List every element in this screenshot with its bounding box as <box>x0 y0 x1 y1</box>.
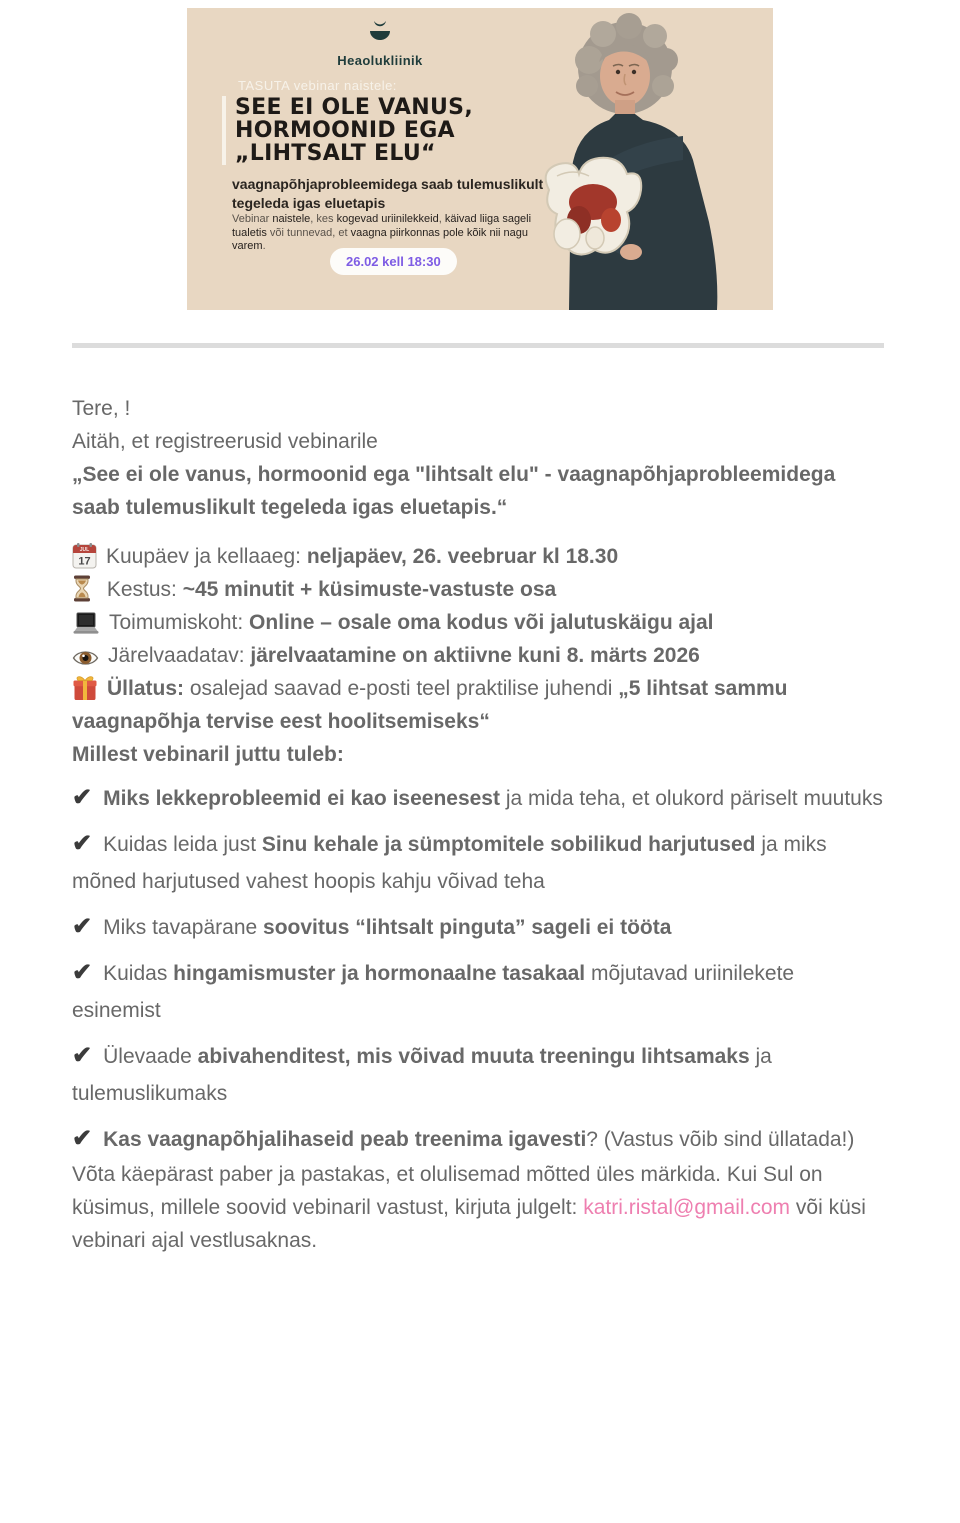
agenda-item <box>72 954 888 1029</box>
agenda-list <box>72 779 888 1158</box>
gift-icon <box>72 674 98 701</box>
hourglass-icon <box>72 575 92 602</box>
agenda-item <box>72 1037 888 1112</box>
agenda-item <box>72 825 888 900</box>
agenda-item-text: Miks tavapärane soovitus “lihtsalt pinguta” sageli ei tööta <box>103 916 672 939</box>
agenda-heading: Millest vebinaril juttu tuleb: <box>72 743 344 766</box>
webinar-title-quote: „See ei ole vanus, hormoonid ega "lihtsalt elu" - vaagnapõhjaprobleemidega saab tulemuslikult tegeleda igas eluetapis.“ <box>72 463 836 519</box>
detail-replay <box>72 639 888 672</box>
calendar-icon <box>72 542 97 569</box>
headline-line-2: HORMOONID EGA <box>235 118 455 143</box>
agenda-item-text: Miks lekkeprobleemid ei kao iseenesest ja mida teha, et olukord päriselt muutuks <box>103 787 883 810</box>
detail-date-time <box>72 540 888 573</box>
agenda-item-text: Ülevaade abivahenditest, mis võivad muuta treeningu lihtsamaks ja tulemuslikumaks <box>72 1045 772 1105</box>
agenda-item <box>72 779 888 817</box>
detail-text: Toimumiskoht: Online – osale oma kodus või jalutuskäigu ajal <box>109 611 714 634</box>
agenda-item-text: Kas vaagnapõhjalihaseid peab treenima igavesti? (Vastus võib sind üllatada!) <box>103 1128 855 1151</box>
detail-text: Üllatus: osalejad saavad e-posti teel praktilise juhendi „5 lihtsat sammu vaagnapõhja tervise eest hoolitsemiseks“ <box>72 677 788 733</box>
headline-line-3: „LIHTSALT ELU“ <box>235 141 436 166</box>
closing-paragraph: Võta käepärast paber ja pastakas, et olulisemad mõtted üles märkida. Kui Sul on küsimus, millele soovid vebinaril vastust, kirjuta julgelt: katri.ristal@gmail.com või küsi vebinari ajal vestlusaknas. <box>72 1163 866 1252</box>
agenda-item <box>72 1120 888 1158</box>
detail-location <box>72 606 888 639</box>
greeting: Tere, ! <box>72 397 131 420</box>
svg-text:17: 17 <box>78 555 91 568</box>
check-icon: ✔ <box>72 830 93 857</box>
svg-text:JUL: JUL <box>79 547 90 553</box>
headline-accent-bar <box>222 96 226 165</box>
banner-subheadline: vaagnapõhjaprobleemidega saab tulemuslikult tegeleda igas eluetapis <box>232 176 544 211</box>
detail-duration <box>72 573 888 606</box>
detail-text: Kuupäev ja kellaaeg: neljapäev, 26. veebruar kl 18.30 <box>106 545 619 568</box>
intro-text: Aitäh, et registreerusid vebinarile <box>72 430 378 453</box>
banner-eyebrow: TASUTA vebinar naistele: <box>238 78 397 93</box>
logo-text: Heaolukliinik <box>337 53 423 68</box>
email-message <box>0 8 960 1301</box>
banner-description: Vebinar naistele, kes kogevad uriinilekkeid, käivad liiga sageli tualetis või tunnevad, et vaagna piirkonnas pole kõik nii nagu varem. <box>232 213 532 252</box>
logo <box>315 20 445 68</box>
agenda-item-text: Kuidas hingamismuster ja hormonaalne tasakaal mõjutavad uriinilekete esinemist <box>72 962 795 1022</box>
agenda-item <box>72 908 888 946</box>
check-icon: ✔ <box>72 1125 93 1152</box>
intro-paragraph <box>72 425 888 524</box>
webinar-banner <box>187 8 773 310</box>
detail-text: Järelvaadatav: järelvaatamine on aktiivne kuni 8. märts 2026 <box>108 644 700 667</box>
eye-icon <box>72 648 99 668</box>
agenda-item-text: Kuidas leida just Sinu kehale ja sümptomitele sobilikud harjutused ja miks mõned harjutused vahest hoopis kahju võivad teha <box>72 833 827 893</box>
webinar-details <box>72 540 888 738</box>
headline-line-1: SEE EI OLE VANUS, <box>235 95 473 120</box>
presenter-photo <box>533 8 773 310</box>
check-icon: ✔ <box>72 1042 93 1069</box>
check-icon: ✔ <box>72 959 93 986</box>
detail-surprise <box>72 672 888 738</box>
check-icon: ✔ <box>72 784 93 811</box>
email-body <box>0 348 960 1301</box>
banner-headline <box>222 96 473 165</box>
email-link[interactable]: katri.ristal@gmail.com <box>583 1196 791 1219</box>
logo-icon <box>363 20 397 46</box>
detail-text: Kestus: ~45 minutit + küsimuste-vastuste osa <box>101 578 557 601</box>
check-icon: ✔ <box>72 913 93 940</box>
date-badge: 26.02 kell 18:30 <box>330 248 457 275</box>
laptop-icon <box>72 611 100 635</box>
